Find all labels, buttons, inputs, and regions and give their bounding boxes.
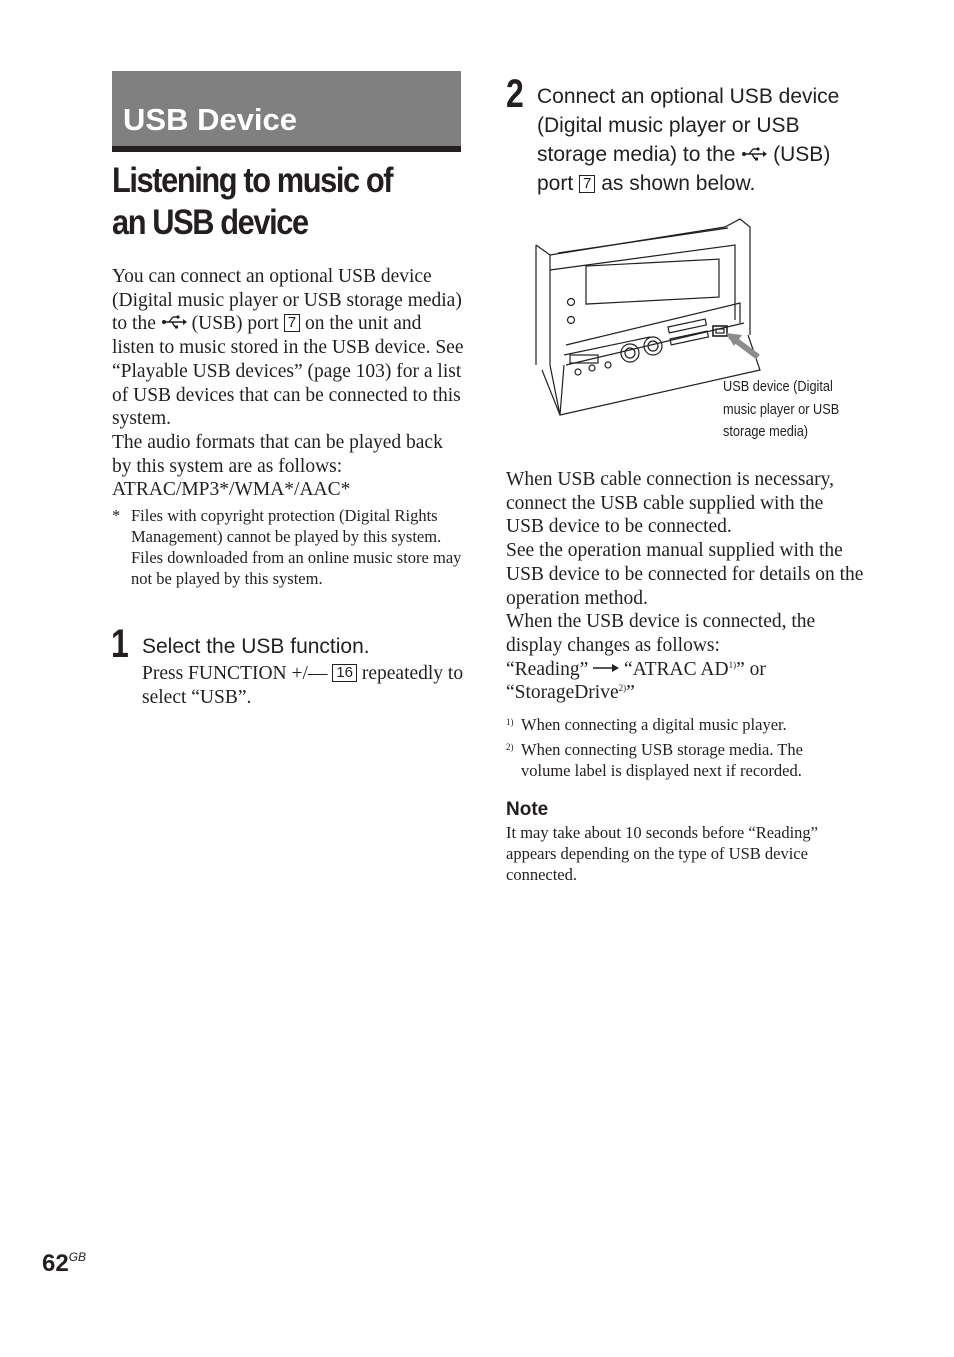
- page-title-line1: Listening to music of: [112, 161, 393, 200]
- step2-heading: [537, 82, 867, 198]
- display-storage: “StorageDrive: [506, 682, 619, 704]
- display-atrac: “ATRAC AD: [624, 658, 729, 680]
- step1-detail-a: Press FUNCTION +/—: [142, 663, 328, 684]
- footnote-2-text: When connecting USB storage media. The volume label is displayed next if recorded.: [521, 740, 803, 780]
- right-body-text: [506, 468, 866, 705]
- page-number-value: 62: [42, 1250, 69, 1277]
- step2-usb-label: (USB): [773, 143, 831, 166]
- display-change-intro: When the USB device is connected, the display changes as follows:: [506, 611, 816, 656]
- right-paragraph-3: [506, 610, 866, 705]
- intro-usb-label: (USB) port: [191, 313, 279, 335]
- port-number-box: 7: [579, 175, 595, 193]
- port-number-box: 7: [284, 314, 300, 332]
- footnote-1-mark: 1): [506, 717, 514, 727]
- page-number: [42, 1250, 86, 1278]
- step1-number: 1: [111, 622, 129, 666]
- formats-intro: The audio formats that can be played back by this system are as follows:: [112, 431, 443, 477]
- page-title: [112, 160, 429, 244]
- intro-text: [112, 265, 467, 502]
- usb-icon: [741, 147, 767, 161]
- footnote-star-mark: *: [112, 506, 121, 525]
- step2-heading-b: port: [537, 172, 574, 195]
- step1-heading: Select the USB function.: [142, 635, 370, 658]
- section-banner: [112, 71, 461, 146]
- display-close-quote: ”: [626, 682, 635, 704]
- note-heading: Note: [506, 799, 549, 820]
- intro-part1: You can connect an optional USB device (Digital music player or USB storage media) to the: [112, 266, 462, 335]
- page-number-suffix: GB: [68, 1250, 87, 1264]
- note-text: It may take about 10 seconds before “Reading” appears depending on the type of USB device connected.: [506, 823, 819, 884]
- step2-number: 2: [506, 72, 524, 116]
- footnote-2-mark: 2): [506, 742, 514, 752]
- display-or: ” or: [736, 658, 766, 680]
- footnote-star-line1: Files with copyright protection (Digital Rights Management) cannot be played by this system.: [131, 506, 442, 546]
- right-paragraph-2: See the operation manual supplied with the USB device to be connected for details on the operation method.: [506, 540, 864, 609]
- footnote-ref-2: 2): [618, 683, 627, 694]
- step1-detail-b: repeatedly to select “USB”.: [142, 663, 464, 708]
- intro-paragraph: [112, 265, 467, 431]
- formats-list: ATRAC/MP3*/WMA*/AAC*: [112, 479, 351, 501]
- section-label: USB Device: [123, 102, 298, 137]
- right-paragraph-1: When USB cable connection is necessary, connect the USB cable supplied with the USB device to be connected.: [506, 469, 834, 538]
- arrow-right-icon: [593, 663, 619, 673]
- footnote-ref-1: 1): [728, 659, 737, 670]
- usb-icon: [161, 315, 187, 329]
- step2-heading-a: Connect an optional USB device (Digital music player or USB storage media) to the: [537, 85, 840, 166]
- step1-detail: [142, 662, 467, 709]
- footnote-1-text: When connecting a digital music player.: [521, 715, 787, 734]
- button-number-box: 16: [332, 664, 357, 682]
- page-title-line2: an USB device: [112, 203, 308, 242]
- intro-part2: on the unit and listen to music stored in the USB device. See “Playable USB devices” (page 103) for a list of USB devices that can be connected to this system.: [112, 313, 464, 430]
- figure-caption: USB device (Digital music player or USB storage media): [723, 378, 840, 440]
- banner-rule: [112, 146, 461, 152]
- display-reading: “Reading”: [506, 658, 589, 680]
- footnote-star-line2: Files downloaded from an online music store may not be played by this system.: [131, 548, 462, 588]
- step2-heading-c: as shown below.: [601, 172, 756, 195]
